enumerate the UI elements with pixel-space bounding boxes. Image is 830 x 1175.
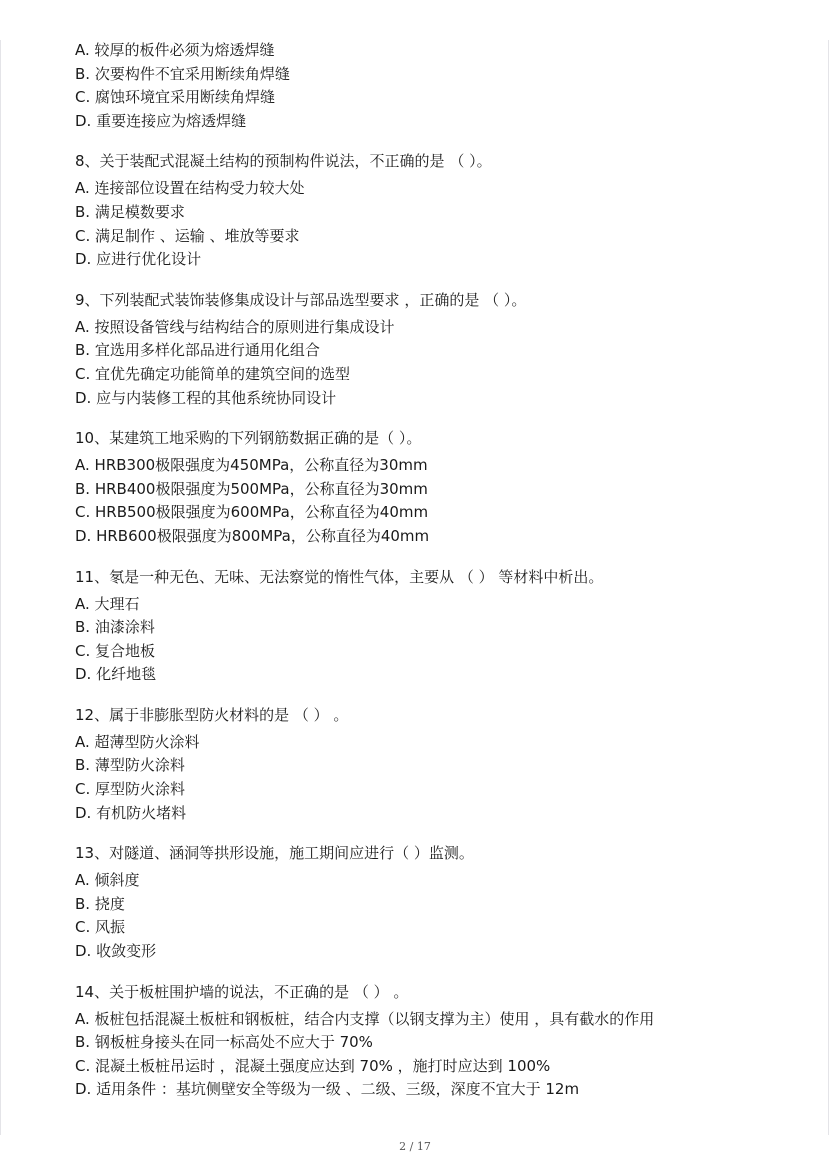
option-d: D. 化纤地毯 — [75, 665, 157, 684]
option-b: B. 挠度 — [75, 894, 125, 913]
option-a: A. 板桩包括混凝土板桩和钢板桩，结合内支撑（以钢支撑为主）使用 ，具有截水的作用 — [75, 1009, 655, 1028]
option-d: D. 应进行优化设计 — [75, 250, 202, 269]
question-block-12 — [75, 704, 795, 825]
option-b: B. 次要构件不宜采用断续角焊缝 — [75, 64, 290, 83]
option-b: B. HRB400极限强度为500MPa，公称直径为30mm — [75, 479, 428, 498]
option-c: C. 满足制作 、运输 、堆放等要求 — [75, 226, 300, 245]
option-a: A. 连接部位设置在结构受力较大处 — [75, 179, 305, 198]
question-stem: 11、氡是一种无色、无味、无法察觉的惰性气体，主要从 （ ） 等材料中析出。 — [75, 567, 604, 586]
option-d: D. 收敛变形 — [75, 942, 157, 961]
question-stem: 9、下列装配式装饰装修集成设计与部品选型要求 ，正确的是 （ ）。 — [75, 290, 527, 309]
option-b: B. 钢板桩身接头在同一标高处不应大于 70% — [75, 1033, 373, 1052]
question-block-8 — [75, 150, 795, 271]
option-c: C. 宜优先确定功能简单的建筑空间的选型 — [75, 364, 351, 383]
option-c: C. 风振 — [75, 918, 126, 937]
option-b: B. 薄型防火涂料 — [75, 756, 185, 775]
question-stem: 12、属于非膨胀型防火材料的是 （ ） 。 — [75, 705, 349, 724]
question-block-10 — [75, 427, 795, 548]
option-a: A. 较厚的板件必须为熔透焊缝 — [75, 41, 275, 59]
option-d: D. 应与内装修工程的其他系统协同设计 — [75, 388, 337, 407]
option-c: C. 混凝土板桩吊运时 ，混凝土强度应达到 70% ，施打时应达到 100% — [75, 1056, 551, 1075]
question-stem: 8、关于装配式混凝土结构的预制构件说法，不正确的是 （ ）。 — [75, 152, 492, 171]
option-c: C. 腐蚀环境宜采用断续角焊缝 — [75, 88, 276, 107]
option-a: A. 倾斜度 — [75, 871, 140, 890]
option-b: B. 满足模数要求 — [75, 202, 185, 221]
question-block-continued — [75, 39, 795, 133]
option-a: A. 超薄型防火涂料 — [75, 732, 200, 751]
question-stem: 10、某建筑工地采购的下列钢筋数据正确的是（ ）。 — [75, 429, 422, 448]
document-content — [75, 39, 795, 1102]
question-block-9 — [75, 289, 795, 410]
option-d: D. 有机防火堵料 — [75, 803, 187, 822]
option-a: A. 按照设备管线与结构结合的原则进行集成设计 — [75, 317, 395, 336]
question-stem: 14、关于板桩围护墙的说法，不正确的是 （ ） 。 — [75, 982, 409, 1001]
option-b: B. 油漆涂料 — [75, 618, 155, 637]
option-d: D. 适用条件 ：基坑侧壁安全等级为一级 、二级、三级，深度不宜大于 12m — [75, 1080, 580, 1099]
question-block-11 — [75, 566, 795, 687]
question-block-13 — [75, 842, 795, 963]
question-stem: 13、对隧道、涵洞等拱形设施，施工期间应进行（ ）监测。 — [75, 844, 474, 863]
option-a: A. 大理石 — [75, 594, 140, 613]
page-number: 2 / 17 — [399, 1140, 431, 1153]
option-c: C. HRB500极限强度为600MPa，公称直径为40mm — [75, 503, 429, 522]
option-a: A. HRB300极限强度为450MPa，公称直径为30mm — [75, 456, 428, 475]
option-c: C. 厚型防火涂料 — [75, 780, 186, 799]
question-block-14 — [75, 981, 795, 1102]
option-c: C. 复合地板 — [75, 641, 156, 660]
option-b: B. 宜选用多样化部品进行通用化组合 — [75, 341, 320, 360]
option-d: D. HRB600极限强度为800MPa，公称直径为40mm — [75, 526, 430, 545]
option-d: D. 重要连接应为熔透焊缝 — [75, 111, 247, 130]
